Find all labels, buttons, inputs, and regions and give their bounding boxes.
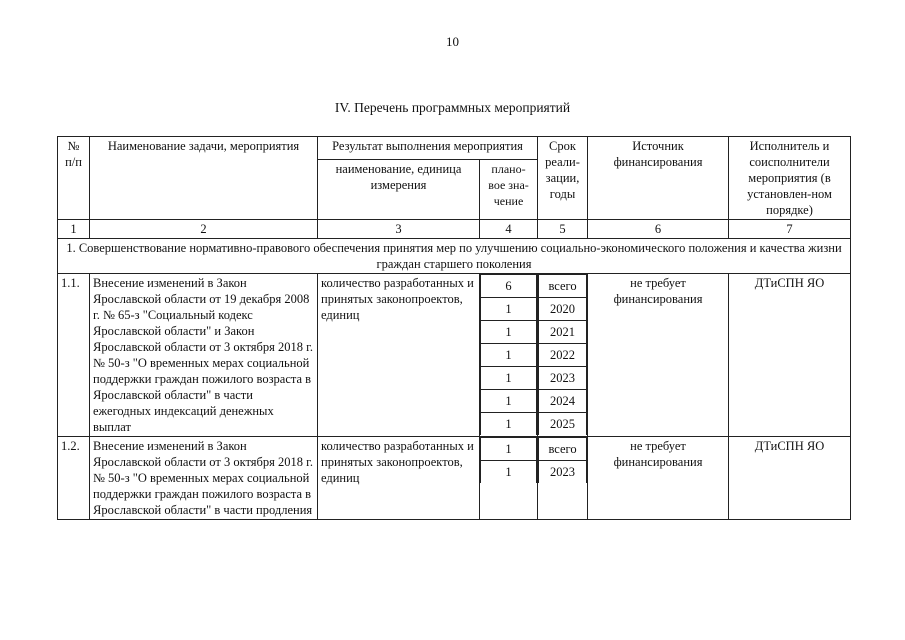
header-executor: Исполнитель и соисполнители мероприятия (в установлен-ном порядке) xyxy=(729,137,851,220)
term-year: 2024 xyxy=(539,390,587,413)
planned-value: 6 xyxy=(481,275,537,298)
header-planned: плано-вое зна-чение xyxy=(480,159,538,219)
column-number: 4 xyxy=(480,220,538,239)
row-executor: ДТиСПН ЯО xyxy=(729,274,851,437)
header-row-1 xyxy=(58,137,851,160)
term-year: 2022 xyxy=(539,344,587,367)
row-planned-values xyxy=(480,274,538,437)
planned-value: 1 xyxy=(481,461,537,484)
term-year: всего xyxy=(539,438,587,461)
row-years xyxy=(538,437,588,520)
planned-value: 1 xyxy=(481,321,537,344)
term-year: 2020 xyxy=(539,298,587,321)
row-number: 1.2. xyxy=(58,437,90,520)
table-row xyxy=(58,274,851,437)
row-years xyxy=(538,274,588,437)
term-year: 2023 xyxy=(539,461,587,484)
term-year: 2021 xyxy=(539,321,587,344)
column-number: 6 xyxy=(588,220,729,239)
planned-value: 1 xyxy=(481,390,537,413)
section-row xyxy=(58,239,851,274)
column-number: 5 xyxy=(538,220,588,239)
header-result: Результат выполнения мероприятия xyxy=(318,137,538,160)
row-source: не требует финансирования xyxy=(588,274,729,437)
planned-value: 1 xyxy=(481,438,537,461)
program-activities-table xyxy=(57,136,851,520)
planned-value: 1 xyxy=(481,344,537,367)
header-result-name: наименование, единица измерения xyxy=(318,159,480,219)
row-planned-values xyxy=(480,437,538,520)
row-result-name: количество разработанных и принятых законопроектов, единиц xyxy=(318,274,480,437)
header-term: Срок реали-зации, годы xyxy=(538,137,588,220)
term-year: 2023 xyxy=(539,367,587,390)
section-heading: IV. Перечень программных мероприятий xyxy=(334,100,571,115)
column-number: 7 xyxy=(729,220,851,239)
row-result-name: количество разработанных и принятых законопроектов, единиц xyxy=(318,437,480,520)
column-number-row xyxy=(58,220,851,239)
row-number: 1.1. xyxy=(58,274,90,437)
planned-value: 1 xyxy=(481,413,537,436)
table-row xyxy=(58,437,851,520)
term-year: 2025 xyxy=(539,413,587,436)
row-source: не требует финансирования xyxy=(588,437,729,520)
page-number: 10 xyxy=(446,34,459,49)
column-number: 1 xyxy=(58,220,90,239)
row-task: Внесение изменений в Закон Ярославской области от 19 декабря 2008 г. № 65-з "Социальный кодекс Ярославской области" и Закон Ярославской области от 3 октября 2018 г. № 50-з "О временных мерах социальной поддержки граждан пожилого возраста в Ярославской области" в части ежегодных индексаций денежных выплат xyxy=(90,274,318,437)
row-task: Внесение изменений в Закон Ярославской области от 3 октября 2018 г. № 50-з "О временных мерах социальной поддержки граждан пожилого возраста в Ярославской области" в части продления xyxy=(90,437,318,520)
header-source: Источник финансирования xyxy=(588,137,729,220)
header-task: Наименование задачи, мероприятия xyxy=(90,137,318,220)
section-title: 1. Совершенствование нормативно-правового обеспечения принятия мер по улучшению социально-экономического положения и качества жизни граждан старшего поколения xyxy=(58,239,851,274)
column-number: 3 xyxy=(318,220,480,239)
planned-value: 1 xyxy=(481,298,537,321)
planned-value: 1 xyxy=(481,367,537,390)
term-year: всего xyxy=(539,275,587,298)
column-number: 2 xyxy=(90,220,318,239)
header-num: № п/п xyxy=(58,137,90,220)
row-executor: ДТиСПН ЯО xyxy=(729,437,851,520)
